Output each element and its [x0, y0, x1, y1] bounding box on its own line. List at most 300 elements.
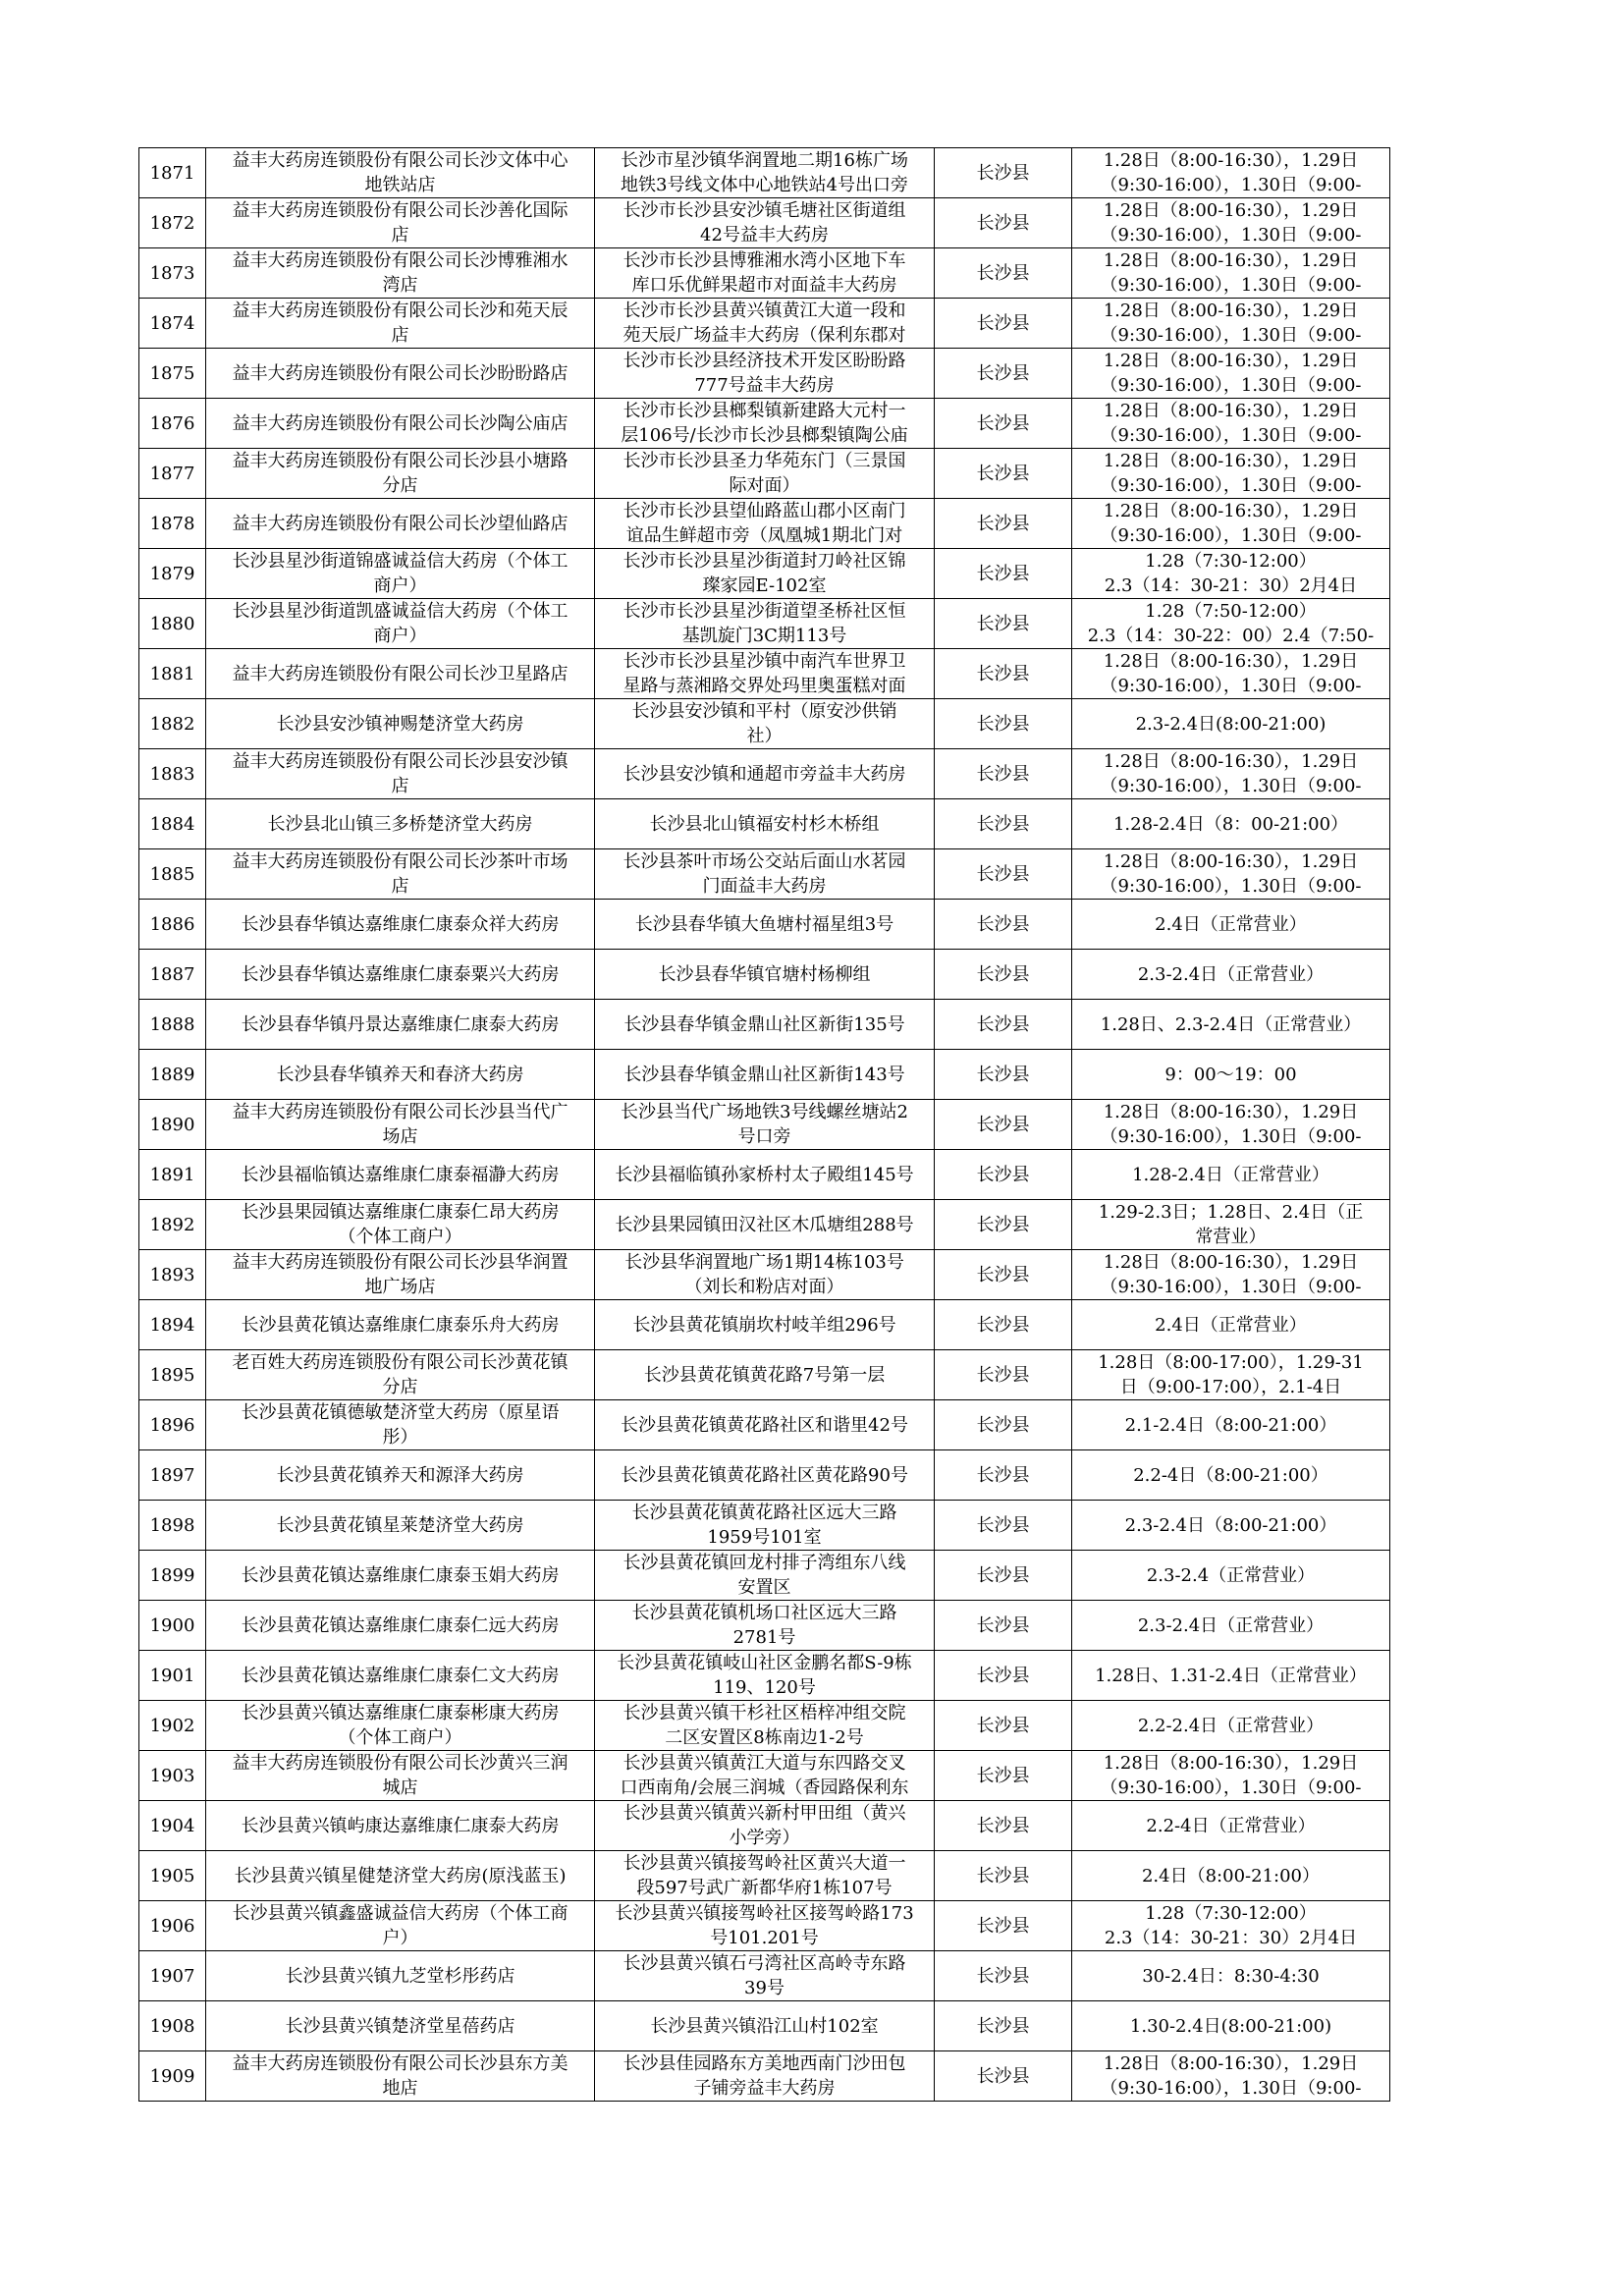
- address-line: 长沙县黄兴镇沿江山村102室: [650, 2015, 879, 2037]
- business-hours-line: 2.2-2.4日（正常营业）: [1137, 1715, 1325, 1736]
- address-line: 长沙县春华镇金鼎山社区新街143号: [623, 1064, 905, 1085]
- store-name-line: 户）: [382, 1928, 418, 1948]
- business-hours-cell: [1072, 900, 1390, 950]
- table-row: [139, 399, 1390, 449]
- county-cell: 长沙县: [935, 198, 1072, 248]
- county-cell: 长沙县: [935, 499, 1072, 549]
- store-name-line: 地铁站店: [364, 175, 436, 195]
- business-hours-line: 1.28（7:30-12:00）: [1145, 551, 1317, 572]
- business-hours-cell: [1072, 849, 1390, 900]
- store-name-line: 长沙县春华镇丹景达嘉维康仁康泰大药房: [241, 1013, 560, 1035]
- store-name-cell: [206, 1751, 595, 1801]
- address-line: 长沙县黄花镇崩坎村岐羊组296号: [632, 1314, 896, 1336]
- business-hours-line: 1.28日（8:00-16:30），1.29日: [1103, 651, 1359, 672]
- business-hours-line: 1.28（7:30-12:00）: [1145, 1903, 1317, 1924]
- address-line: 长沙县黄兴镇接驾岭社区黄兴大道一: [623, 1853, 906, 1874]
- county-cell: 长沙县: [935, 549, 1072, 599]
- business-hours-cell: [1072, 1000, 1390, 1050]
- address-line: （刘长和粉店对面）: [684, 1277, 844, 1297]
- address-cell: [595, 950, 935, 1000]
- store-name-cell: [206, 1551, 595, 1601]
- business-hours-cell: [1072, 349, 1390, 399]
- business-hours-line: （9:30-16:00），1.30日（9:00-: [1100, 475, 1362, 496]
- table-row: [139, 1801, 1390, 1851]
- address-line: 谊品生鲜超市旁（凤凰城1期北门对: [625, 525, 903, 546]
- store-name-cell: [206, 900, 595, 950]
- address-cell: [595, 299, 935, 349]
- store-name-cell: [206, 148, 595, 198]
- store-name-line: 益丰大药房连锁股份有限公司长沙陶公庙店: [232, 412, 568, 434]
- business-hours-line: 2.4日（正常营业）: [1155, 1314, 1307, 1336]
- address-line: 长沙市长沙县星沙街道望圣桥社区恒: [623, 601, 906, 622]
- county-cell: 长沙县: [935, 248, 1072, 299]
- county-cell: 长沙县: [935, 799, 1072, 849]
- row-number-cell: 1872: [139, 198, 206, 248]
- business-hours-cell: [1072, 1901, 1390, 1951]
- business-hours-cell: [1072, 950, 1390, 1000]
- address-cell: [595, 699, 935, 749]
- business-hours-line: 2.3-2.4日（正常营业）: [1137, 1614, 1325, 1636]
- business-hours-cell: [1072, 1400, 1390, 1450]
- address-line: 二区安置区8栋南边1-2号: [665, 1727, 864, 1748]
- address-line: 长沙县安沙镇和通超市旁益丰大药房: [623, 763, 906, 785]
- store-name-line: 益丰大药房连锁股份有限公司长沙县安沙镇: [232, 751, 568, 772]
- row-number-cell: 1907: [139, 1951, 206, 2001]
- business-hours-cell: [1072, 699, 1390, 749]
- business-hours-cell: [1072, 599, 1390, 649]
- address-cell: [595, 198, 935, 248]
- business-hours-cell: [1072, 1951, 1390, 2001]
- business-hours-line: 1.29-2.3日；1.28日、2.4日（正: [1098, 1202, 1364, 1223]
- store-name-cell: [206, 2001, 595, 2051]
- store-name-line: 长沙县黄花镇达嘉维康仁康泰仁文大药房: [241, 1665, 560, 1686]
- store-name-cell: [206, 1150, 595, 1200]
- pharmacy-list-sheet: [138, 147, 1389, 2102]
- table-row: [139, 2001, 1390, 2051]
- business-hours-cell: [1072, 1150, 1390, 1200]
- business-hours-line: 1.28-2.4日（8：00-21:00）: [1112, 813, 1349, 835]
- store-name-cell: [206, 449, 595, 499]
- business-hours-cell: [1072, 499, 1390, 549]
- county-cell: 长沙县: [935, 599, 1072, 649]
- address-line: 口西南角/会展三润城（香园路保利东: [620, 1777, 909, 1798]
- business-hours-cell: [1072, 449, 1390, 499]
- store-name-line: 益丰大药房连锁股份有限公司长沙善化国际: [232, 200, 568, 221]
- table-row: [139, 349, 1390, 399]
- county-cell: 长沙县: [935, 699, 1072, 749]
- address-cell: [595, 749, 935, 799]
- business-hours-line: 2.3-2.4日（正常营业）: [1137, 963, 1325, 985]
- store-name-cell: [206, 1951, 595, 2001]
- address-line: 社）: [746, 726, 783, 746]
- store-name-cell: [206, 699, 595, 749]
- address-line: 长沙县果园镇田汉社区木瓜塘组288号: [615, 1214, 914, 1235]
- address-line: 长沙县佳园路东方美地西南门沙田包: [623, 2053, 906, 2074]
- county-cell: 长沙县: [935, 1100, 1072, 1150]
- table-row: [139, 699, 1390, 749]
- business-hours-line: （9:30-16:00），1.30日（9:00-: [1100, 876, 1362, 897]
- business-hours-cell: [1072, 1100, 1390, 1150]
- row-number-cell: 1873: [139, 248, 206, 299]
- county-cell: 长沙县: [935, 1400, 1072, 1450]
- store-name-cell: [206, 1501, 595, 1551]
- address-line: 长沙市长沙县安沙镇毛塘社区街道组: [623, 200, 906, 221]
- table-row: [139, 849, 1390, 900]
- address-line: 长沙县黄花镇黄花路社区和谐里42号: [621, 1414, 908, 1436]
- store-name-line: 益丰大药房连锁股份有限公司长沙县华润置: [232, 1252, 568, 1273]
- address-line: 长沙县黄花镇机场口社区远大三路: [631, 1603, 897, 1623]
- business-hours-line: 2.4日（8:00-21:00）: [1141, 1865, 1320, 1886]
- business-hours-line: 2.1-2.4日（8:00-21:00）: [1124, 1414, 1337, 1436]
- address-line: 段597号武广新都华府1栋107号: [636, 1878, 893, 1898]
- store-name-cell: [206, 399, 595, 449]
- row-number-cell: 1909: [139, 2051, 206, 2102]
- store-name-line: 长沙县春华镇达嘉维康仁康泰众祥大药房: [241, 913, 560, 935]
- county-cell: 长沙县: [935, 449, 1072, 499]
- store-name-line: 城店: [382, 1777, 418, 1798]
- table-row: [139, 649, 1390, 699]
- store-name-line: 益丰大药房连锁股份有限公司长沙博雅湘水: [232, 250, 568, 271]
- store-name-line: 商户）: [373, 626, 427, 646]
- store-name-line: 店: [391, 325, 409, 346]
- store-name-cell: [206, 1651, 595, 1701]
- row-number-cell: 1894: [139, 1300, 206, 1350]
- store-name-cell: [206, 349, 595, 399]
- business-hours-cell: [1072, 1250, 1390, 1300]
- address-line: 苑天辰广场益丰大药房（保利东郡对: [623, 325, 906, 346]
- store-name-cell: [206, 1000, 595, 1050]
- row-number-cell: 1888: [139, 1000, 206, 1050]
- row-number-cell: 1885: [139, 849, 206, 900]
- table-row: [139, 1701, 1390, 1751]
- address-cell: [595, 549, 935, 599]
- business-hours-cell: [1072, 549, 1390, 599]
- business-hours-line: 1.28日（8:00-16:30），1.29日: [1103, 2053, 1359, 2074]
- address-line: 长沙县春华镇大鱼塘村福星组3号: [634, 913, 894, 935]
- store-name-line: 分店: [382, 1377, 418, 1397]
- address-line: 长沙市长沙县星沙街道封刀岭社区锦: [623, 551, 906, 572]
- row-number-cell: 1899: [139, 1551, 206, 1601]
- business-hours-cell: [1072, 1851, 1390, 1901]
- business-hours-line: 常营业）: [1195, 1227, 1267, 1247]
- address-cell: [595, 1050, 935, 1100]
- table-row: [139, 549, 1390, 599]
- store-name-line: 湾店: [382, 275, 418, 296]
- business-hours-cell: [1072, 248, 1390, 299]
- table-row: [139, 1050, 1390, 1100]
- store-name-cell: [206, 549, 595, 599]
- address-cell: [595, 1851, 935, 1901]
- row-number-cell: 1887: [139, 950, 206, 1000]
- store-name-cell: [206, 2051, 595, 2102]
- business-hours-line: （9:30-16:00），1.30日（9:00-: [1100, 1277, 1362, 1297]
- business-hours-line: 9：00～19：00: [1164, 1064, 1297, 1085]
- business-hours-line: 1.28日（8:00-16:30），1.29日: [1103, 200, 1359, 221]
- county-cell: 长沙县: [935, 649, 1072, 699]
- county-cell: 长沙县: [935, 1601, 1072, 1651]
- address-line: 长沙市星沙镇华润置地二期16栋广场: [621, 150, 908, 171]
- business-hours-cell: [1072, 1350, 1390, 1400]
- store-name-line: 彤）: [382, 1427, 418, 1448]
- table-row: [139, 1501, 1390, 1551]
- row-number-cell: 1871: [139, 148, 206, 198]
- address-cell: [595, 1150, 935, 1200]
- address-cell: [595, 799, 935, 849]
- store-name-line: 店: [391, 876, 409, 897]
- store-name-cell: [206, 1250, 595, 1300]
- address-cell: [595, 399, 935, 449]
- business-hours-cell: [1072, 1651, 1390, 1701]
- store-name-line: 商户）: [373, 575, 427, 596]
- address-cell: [595, 1801, 935, 1851]
- store-name-line: 长沙县黄花镇达嘉维康仁康泰玉娟大药房: [241, 1564, 560, 1586]
- address-cell: [595, 649, 935, 699]
- business-hours-line: 1.28日（8:00-16:30），1.29日: [1103, 401, 1359, 421]
- store-name-line: 益丰大药房连锁股份有限公司长沙茶叶市场: [232, 851, 568, 872]
- address-cell: [595, 2001, 935, 2051]
- store-name-cell: [206, 1801, 595, 1851]
- store-name-line: 地店: [382, 2078, 418, 2099]
- address-line: 号口旁: [737, 1126, 791, 1147]
- row-number-cell: 1903: [139, 1751, 206, 1801]
- store-name-cell: [206, 198, 595, 248]
- business-hours-line: 1.28日（8:00-16:30），1.29日: [1103, 501, 1359, 521]
- address-cell: [595, 1100, 935, 1150]
- address-cell: [595, 1450, 935, 1501]
- address-line: 基凯旋门3C期113号: [681, 626, 847, 646]
- address-cell: [595, 449, 935, 499]
- county-cell: 长沙县: [935, 1801, 1072, 1851]
- address-line: 1959号101室: [707, 1527, 822, 1548]
- row-number-cell: 1904: [139, 1801, 206, 1851]
- table-row: [139, 749, 1390, 799]
- business-hours-cell: [1072, 1200, 1390, 1250]
- business-hours-line: （9:30-16:00），1.30日（9:00-: [1100, 1126, 1362, 1147]
- row-number-cell: 1891: [139, 1150, 206, 1200]
- address-cell: [595, 499, 935, 549]
- table-row: [139, 1100, 1390, 1150]
- address-cell: [595, 148, 935, 198]
- store-name-line: 地广场店: [364, 1277, 436, 1297]
- store-name-line: 长沙县黄兴镇达嘉维康仁康泰彬康大药房: [241, 1703, 560, 1723]
- store-name-line: 长沙县黄兴镇鑫盛诚益信大药房（个体工商: [232, 1903, 568, 1924]
- address-cell: [595, 1701, 935, 1751]
- address-cell: [595, 900, 935, 950]
- store-name-line: 长沙县黄兴镇楚济堂星蓓药店: [285, 2015, 515, 2037]
- address-line: 长沙县黄花镇黄花路社区黄花路90号: [621, 1464, 908, 1486]
- store-name-line: 益丰大药房连锁股份有限公司长沙望仙路店: [232, 513, 568, 534]
- address-cell: [595, 1400, 935, 1450]
- address-line: 长沙县当代广场地铁3号线螺丝塘站2: [621, 1102, 908, 1122]
- table-row: [139, 1951, 1390, 2001]
- table-row: [139, 198, 1390, 248]
- store-name-line: 益丰大药房连锁股份有限公司长沙黄兴三润: [232, 1753, 568, 1774]
- address-line: 长沙市长沙县望仙路蓝山郡小区南门: [623, 501, 906, 521]
- address-line: 长沙市长沙县星沙镇中南汽车世界卫: [623, 651, 906, 672]
- business-hours-line: （9:30-16:00），1.30日（9:00-: [1100, 275, 1362, 296]
- address-line: 长沙县福临镇孙家桥村太子殿组145号: [615, 1164, 914, 1185]
- address-cell: [595, 1601, 935, 1651]
- address-cell: [595, 599, 935, 649]
- business-hours-line: （9:30-16:00），1.30日（9:00-: [1100, 1777, 1362, 1798]
- store-name-line: 益丰大药房连锁股份有限公司长沙县东方美: [232, 2053, 568, 2074]
- county-cell: 长沙县: [935, 1000, 1072, 1050]
- address-cell: [595, 2051, 935, 2102]
- row-number-cell: 1875: [139, 349, 206, 399]
- table-row: [139, 1551, 1390, 1601]
- store-name-line: 长沙县安沙镇神赐楚济堂大药房: [276, 713, 524, 735]
- address-line: 长沙县黄兴镇石弓湾社区高岭寺东路: [623, 1953, 906, 1974]
- business-hours-line: 1.28日（8:00-16:30），1.29日: [1103, 150, 1359, 171]
- table-row: [139, 1651, 1390, 1701]
- county-cell: 长沙县: [935, 1651, 1072, 1701]
- store-name-line: 益丰大药房连锁股份有限公司长沙和苑天辰: [232, 301, 568, 321]
- store-name-cell: [206, 1851, 595, 1901]
- business-hours-line: （9:30-16:00），1.30日（9:00-: [1100, 776, 1362, 796]
- business-hours-line: 2.3-2.4（正常营业）: [1146, 1564, 1316, 1586]
- table-row: [139, 248, 1390, 299]
- address-line: 42号益丰大药房: [700, 225, 829, 246]
- address-line: 子铺旁益丰大药房: [693, 2078, 836, 2099]
- business-hours-line: 2.2-4日（正常营业）: [1146, 1815, 1316, 1836]
- store-name-cell: [206, 1400, 595, 1450]
- county-cell: 长沙县: [935, 1050, 1072, 1100]
- county-cell: 长沙县: [935, 399, 1072, 449]
- store-name-line: 长沙县黄兴镇九芝堂杉彤药店: [285, 1965, 515, 1987]
- table-row: [139, 1200, 1390, 1250]
- store-name-line: 长沙县北山镇三多桥楚济堂大药房: [267, 813, 533, 835]
- business-hours-line: 1.28日（8:00-16:30），1.29日: [1103, 751, 1359, 772]
- address-line: 门面益丰大药房: [702, 876, 827, 897]
- address-cell: [595, 349, 935, 399]
- address-line: 777号益丰大药房: [694, 375, 835, 396]
- store-name-cell: [206, 1300, 595, 1350]
- address-cell: [595, 1250, 935, 1300]
- row-number-cell: 1889: [139, 1050, 206, 1100]
- store-name-line: 长沙县黄花镇达嘉维康仁康泰仁远大药房: [241, 1614, 560, 1636]
- address-line: 安置区: [737, 1577, 791, 1598]
- table-row: [139, 1250, 1390, 1300]
- address-line: 长沙县黄花镇回龙村排子湾组东八线: [623, 1553, 906, 1573]
- address-line: 长沙市长沙县博雅湘水湾小区地下车: [623, 250, 906, 271]
- business-hours-line: 2.4日（正常营业）: [1155, 913, 1307, 935]
- business-hours-cell: [1072, 799, 1390, 849]
- row-number-cell: 1897: [139, 1450, 206, 1501]
- business-hours-cell: [1072, 1501, 1390, 1551]
- address-cell: [595, 1300, 935, 1350]
- store-name-cell: [206, 950, 595, 1000]
- store-name-cell: [206, 1601, 595, 1651]
- address-line: 长沙县黄兴镇接驾岭社区接驾岭路173: [615, 1903, 914, 1924]
- address-line: 长沙县春华镇金鼎山社区新街135号: [623, 1013, 905, 1035]
- table-row: [139, 1350, 1390, 1400]
- table-row: [139, 599, 1390, 649]
- address-cell: [595, 1651, 935, 1701]
- table-row: [139, 2051, 1390, 2102]
- business-hours-line: 2.3（14：30-21：30）2月4日: [1104, 575, 1358, 596]
- address-line: 39号: [744, 1978, 785, 1998]
- address-line: 2781号: [732, 1627, 796, 1648]
- row-number-cell: 1882: [139, 699, 206, 749]
- store-name-line: 长沙县春华镇养天和春济大药房: [276, 1064, 524, 1085]
- table-row: [139, 1901, 1390, 1951]
- address-line: 长沙县黄花镇黄花路社区远大三路: [631, 1503, 897, 1523]
- county-cell: 长沙县: [935, 849, 1072, 900]
- row-number-cell: 1880: [139, 599, 206, 649]
- county-cell: 长沙县: [935, 299, 1072, 349]
- row-number-cell: 1881: [139, 649, 206, 699]
- table-row: [139, 1751, 1390, 1801]
- table-row: [139, 1851, 1390, 1901]
- store-name-cell: [206, 1100, 595, 1150]
- county-cell: 长沙县: [935, 1901, 1072, 1951]
- store-name-line: 长沙县星沙街道锦盛诚益信大药房（个体工: [232, 551, 568, 572]
- address-line: 长沙市长沙县黄兴镇黄江大道一段和: [623, 301, 906, 321]
- store-name-line: 益丰大药房连锁股份有限公司长沙县小塘路: [232, 451, 568, 471]
- table-row: [139, 950, 1390, 1000]
- store-name-line: 长沙县黄花镇德敏楚济堂大药房（原星语: [241, 1402, 560, 1423]
- business-hours-line: 2.2-4日（8:00-21:00）: [1133, 1464, 1328, 1486]
- row-number-cell: 1902: [139, 1701, 206, 1751]
- business-hours-cell: [1072, 198, 1390, 248]
- store-name-line: 店: [391, 225, 409, 246]
- store-name-cell: [206, 749, 595, 799]
- address-line: 长沙县黄兴镇黄兴新村甲田组（黄兴: [623, 1803, 906, 1824]
- business-hours-line: （9:30-16:00），1.30日（9:00-: [1100, 2078, 1362, 2099]
- address-cell: [595, 849, 935, 900]
- store-name-cell: [206, 599, 595, 649]
- business-hours-line: （9:30-16:00），1.30日（9:00-: [1100, 375, 1362, 396]
- store-name-line: 长沙县黄兴镇屿康达嘉维康仁康泰大药房: [241, 1815, 560, 1836]
- address-line: 长沙县北山镇福安村杉木桥组: [649, 813, 880, 835]
- row-number-cell: 1898: [139, 1501, 206, 1551]
- county-cell: 长沙县: [935, 1150, 1072, 1200]
- store-name-line: 长沙县黄兴镇星健楚济堂大药房(原浅蓝玉): [234, 1865, 567, 1886]
- store-name-cell: [206, 649, 595, 699]
- county-cell: 长沙县: [935, 900, 1072, 950]
- row-number-cell: 1896: [139, 1400, 206, 1450]
- address-cell: [595, 248, 935, 299]
- business-hours-line: 1.28日（8:00-16:30），1.29日: [1103, 851, 1359, 872]
- store-name-cell: [206, 299, 595, 349]
- table-row: [139, 1150, 1390, 1200]
- table-row: [139, 1450, 1390, 1501]
- business-hours-line: 1.28日（8:00-16:30），1.29日: [1103, 1753, 1359, 1774]
- address-line: 长沙县春华镇官塘村杨柳组: [658, 963, 871, 985]
- county-cell: 长沙县: [935, 148, 1072, 198]
- row-number-cell: 1876: [139, 399, 206, 449]
- business-hours-line: 1.28日（8:00-16:30），1.29日: [1103, 301, 1359, 321]
- county-cell: 长沙县: [935, 2001, 1072, 2051]
- county-cell: 长沙县: [935, 1551, 1072, 1601]
- address-line: 星路与蒸湘路交界处玛里奥蛋糕对面: [623, 676, 906, 696]
- business-hours-line: 1.28日（8:00-16:30），1.29日: [1103, 250, 1359, 271]
- address-line: 长沙县黄兴镇黄江大道与东四路交叉: [623, 1753, 906, 1774]
- row-number-cell: 1874: [139, 299, 206, 349]
- business-hours-cell: [1072, 1050, 1390, 1100]
- address-line: 层106号/长沙市长沙县榔梨镇陶公庙: [621, 425, 908, 446]
- store-name-line: 益丰大药房连锁股份有限公司长沙卫星路店: [232, 663, 568, 684]
- address-cell: [595, 1751, 935, 1801]
- address-line: 长沙市长沙县榔梨镇新建路大元村一: [623, 401, 906, 421]
- table-row: [139, 299, 1390, 349]
- business-hours-line: （9:30-16:00），1.30日（9:00-: [1100, 175, 1362, 195]
- business-hours-cell: [1072, 2051, 1390, 2102]
- store-name-line: 长沙县黄花镇达嘉维康仁康泰乐舟大药房: [241, 1314, 560, 1336]
- county-cell: 长沙县: [935, 1450, 1072, 1501]
- business-hours-line: 1.28日、2.3-2.4日（正常营业）: [1100, 1013, 1362, 1035]
- address-line: 长沙县安沙镇和平村（原安沙供销: [631, 701, 897, 722]
